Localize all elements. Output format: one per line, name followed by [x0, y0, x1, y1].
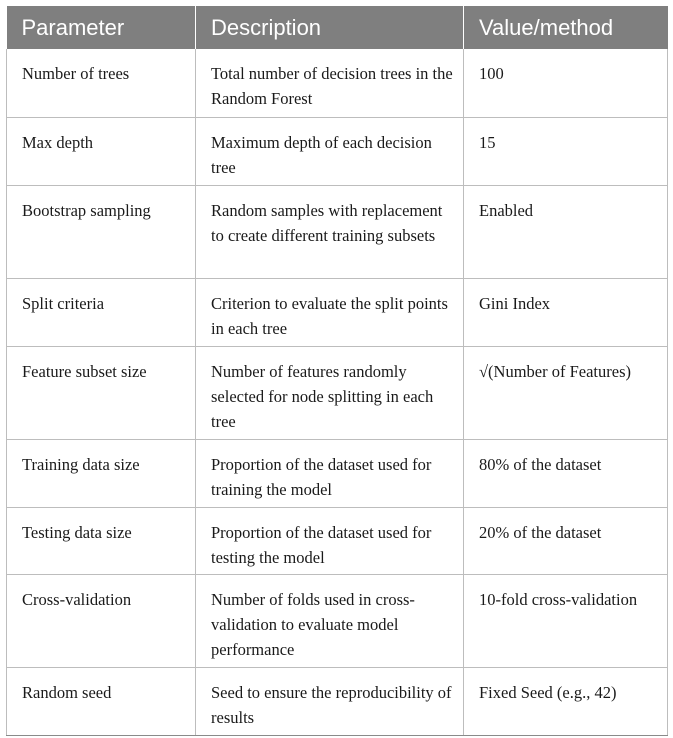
parameter-table — [6, 6, 668, 736]
value-cell: √(Number of Features) — [464, 346, 668, 439]
table-row — [7, 574, 668, 667]
value-cell: Fixed Seed (e.g., 42) — [464, 667, 668, 735]
description-cell: Seed to ensure the reproducibility of results — [196, 667, 464, 735]
value-cell: Gini Index — [464, 278, 668, 346]
value-cell: 15 — [464, 117, 668, 185]
table-row — [7, 439, 668, 507]
description-cell: Total number of decision trees in the Random Forest — [196, 49, 464, 117]
table-row — [7, 667, 668, 735]
header-value-method: Value/method — [464, 6, 668, 49]
description-cell: Random samples with replacement to create different training subsets — [196, 185, 464, 278]
description-cell: Number of folds used in cross-validation to evaluate model performance — [196, 574, 464, 667]
description-cell: Number of features randomly selected for node splitting in each tree — [196, 346, 464, 439]
parameter-cell: Split criteria — [7, 278, 196, 346]
parameter-cell: Cross-validation — [7, 574, 196, 667]
value-cell: 100 — [464, 49, 668, 117]
header-description: Description — [196, 6, 464, 49]
parameter-cell: Number of trees — [7, 49, 196, 117]
description-cell: Criterion to evaluate the split points in each tree — [196, 278, 464, 346]
value-cell: 10-fold cross-validation — [464, 574, 668, 667]
table-body — [7, 49, 668, 735]
table-row — [7, 278, 668, 346]
header-row — [7, 6, 668, 49]
table-row — [7, 117, 668, 185]
description-cell: Proportion of the dataset used for training the model — [196, 439, 464, 507]
parameter-cell: Max depth — [7, 117, 196, 185]
parameter-cell: Random seed — [7, 667, 196, 735]
parameter-table-container — [6, 6, 667, 736]
table-row — [7, 49, 668, 117]
description-cell: Maximum depth of each decision tree — [196, 117, 464, 185]
parameter-cell: Training data size — [7, 439, 196, 507]
table-row — [7, 185, 668, 278]
table-row — [7, 507, 668, 574]
parameter-cell: Bootstrap sampling — [7, 185, 196, 278]
value-cell: 80% of the dataset — [464, 439, 668, 507]
table-row — [7, 346, 668, 439]
parameter-cell: Testing data size — [7, 507, 196, 574]
table-header — [7, 6, 668, 49]
value-cell: 20% of the dataset — [464, 507, 668, 574]
description-cell: Proportion of the dataset used for testing the model — [196, 507, 464, 574]
parameter-cell: Feature subset size — [7, 346, 196, 439]
header-parameter: Parameter — [7, 6, 196, 49]
value-cell: Enabled — [464, 185, 668, 278]
